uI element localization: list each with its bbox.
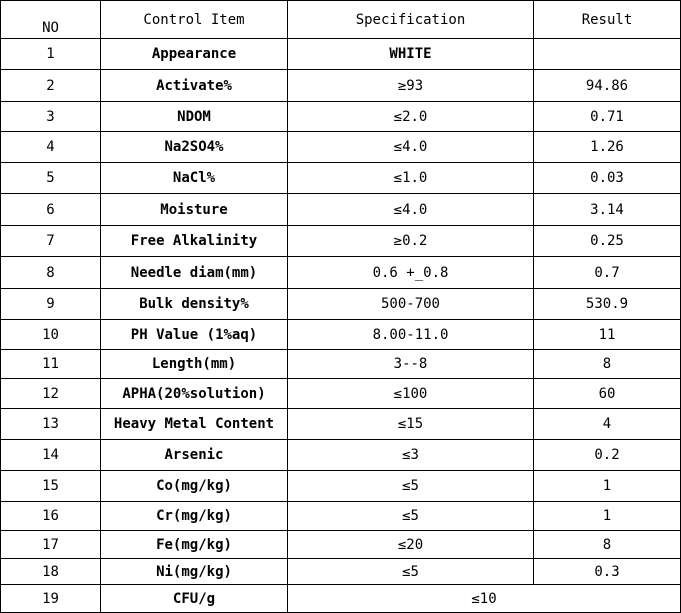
row-no: 7 bbox=[1, 226, 101, 257]
row-spec: 500-700 bbox=[288, 289, 534, 320]
row-item: Activate% bbox=[101, 70, 288, 102]
header-control-item: Control Item bbox=[101, 1, 288, 39]
row-spec: ≤5 bbox=[288, 471, 534, 502]
row-result: 0.2 bbox=[534, 440, 681, 471]
row-spec: ≤1.0 bbox=[288, 163, 534, 194]
row-no: 6 bbox=[1, 194, 101, 226]
row-no: 12 bbox=[1, 379, 101, 409]
row-no: 4 bbox=[1, 132, 101, 163]
header-result: Result bbox=[534, 1, 681, 39]
row-spec: 3--8 bbox=[288, 350, 534, 379]
row-no: 5 bbox=[1, 163, 101, 194]
row-no: 1 bbox=[1, 39, 101, 70]
table-row bbox=[1, 194, 681, 226]
table-row bbox=[1, 320, 681, 350]
row-spec-merged: ≤10 bbox=[288, 585, 681, 613]
table-row bbox=[1, 559, 681, 585]
row-item: NaCl% bbox=[101, 163, 288, 194]
row-no: 11 bbox=[1, 350, 101, 379]
row-result bbox=[534, 39, 681, 70]
row-result: 4 bbox=[534, 409, 681, 440]
row-item: Arsenic bbox=[101, 440, 288, 471]
row-result: 0.25 bbox=[534, 226, 681, 257]
row-spec: ≥0.2 bbox=[288, 226, 534, 257]
row-no: 10 bbox=[1, 320, 101, 350]
row-spec: WHITE bbox=[288, 39, 534, 70]
row-no: 13 bbox=[1, 409, 101, 440]
table-row bbox=[1, 350, 681, 379]
row-spec: ≤2.0 bbox=[288, 102, 534, 132]
row-result: 1 bbox=[534, 471, 681, 502]
row-item: Ni(mg/kg) bbox=[101, 559, 288, 585]
row-result: 1.26 bbox=[534, 132, 681, 163]
row-result: 0.3 bbox=[534, 559, 681, 585]
row-spec: ≥93 bbox=[288, 70, 534, 102]
row-result: 530.9 bbox=[534, 289, 681, 320]
table-row bbox=[1, 257, 681, 289]
row-no: 17 bbox=[1, 531, 101, 559]
row-spec: ≤3 bbox=[288, 440, 534, 471]
row-spec: ≤5 bbox=[288, 502, 534, 531]
table-row bbox=[1, 502, 681, 531]
header-no: NO bbox=[1, 1, 101, 39]
row-item: Cr(mg/kg) bbox=[101, 502, 288, 531]
table-row bbox=[1, 379, 681, 409]
row-no: 9 bbox=[1, 289, 101, 320]
table-row bbox=[1, 440, 681, 471]
table-row bbox=[1, 289, 681, 320]
row-result: 8 bbox=[534, 350, 681, 379]
row-spec: ≤5 bbox=[288, 559, 534, 585]
header-row bbox=[1, 1, 681, 39]
row-item: Appearance bbox=[101, 39, 288, 70]
table-row bbox=[1, 409, 681, 440]
row-item: Na2SO4% bbox=[101, 132, 288, 163]
table-row bbox=[1, 471, 681, 502]
row-spec: ≤15 bbox=[288, 409, 534, 440]
row-no: 3 bbox=[1, 102, 101, 132]
row-no: 14 bbox=[1, 440, 101, 471]
row-result: 3.14 bbox=[534, 194, 681, 226]
row-item: Fe(mg/kg) bbox=[101, 531, 288, 559]
row-no: 19 bbox=[1, 585, 101, 613]
row-no: 8 bbox=[1, 257, 101, 289]
row-result: 0.03 bbox=[534, 163, 681, 194]
table-row bbox=[1, 531, 681, 559]
row-item: APHA(20%solution) bbox=[101, 379, 288, 409]
row-result: 1 bbox=[534, 502, 681, 531]
row-spec: 0.6 +_0.8 bbox=[288, 257, 534, 289]
row-result: 60 bbox=[534, 379, 681, 409]
row-item: PH Value (1%aq) bbox=[101, 320, 288, 350]
table-row bbox=[1, 132, 681, 163]
row-spec: ≤4.0 bbox=[288, 132, 534, 163]
row-spec: ≤100 bbox=[288, 379, 534, 409]
row-result: 94.86 bbox=[534, 70, 681, 102]
row-no: 18 bbox=[1, 559, 101, 585]
row-item: Moisture bbox=[101, 194, 288, 226]
table-row bbox=[1, 39, 681, 70]
row-item: Heavy Metal Content bbox=[101, 409, 288, 440]
table-row bbox=[1, 70, 681, 102]
row-result: 0.71 bbox=[534, 102, 681, 132]
row-no: 15 bbox=[1, 471, 101, 502]
table-row bbox=[1, 226, 681, 257]
row-item: Needle diam(mm) bbox=[101, 257, 288, 289]
table-row bbox=[1, 102, 681, 132]
row-no: 2 bbox=[1, 70, 101, 102]
table-row bbox=[1, 163, 681, 194]
row-spec: ≤20 bbox=[288, 531, 534, 559]
row-result: 0.7 bbox=[534, 257, 681, 289]
row-item: Co(mg/kg) bbox=[101, 471, 288, 502]
row-no: 16 bbox=[1, 502, 101, 531]
row-item: Bulk density% bbox=[101, 289, 288, 320]
row-item: Length(mm) bbox=[101, 350, 288, 379]
row-item: NDOM bbox=[101, 102, 288, 132]
row-item: CFU/g bbox=[101, 585, 288, 613]
row-spec: 8.00-11.0 bbox=[288, 320, 534, 350]
row-result: 8 bbox=[534, 531, 681, 559]
row-result: 11 bbox=[534, 320, 681, 350]
row-item: Free Alkalinity bbox=[101, 226, 288, 257]
table-row bbox=[1, 585, 681, 613]
header-specification: Specification bbox=[288, 1, 534, 39]
row-spec: ≤4.0 bbox=[288, 194, 534, 226]
